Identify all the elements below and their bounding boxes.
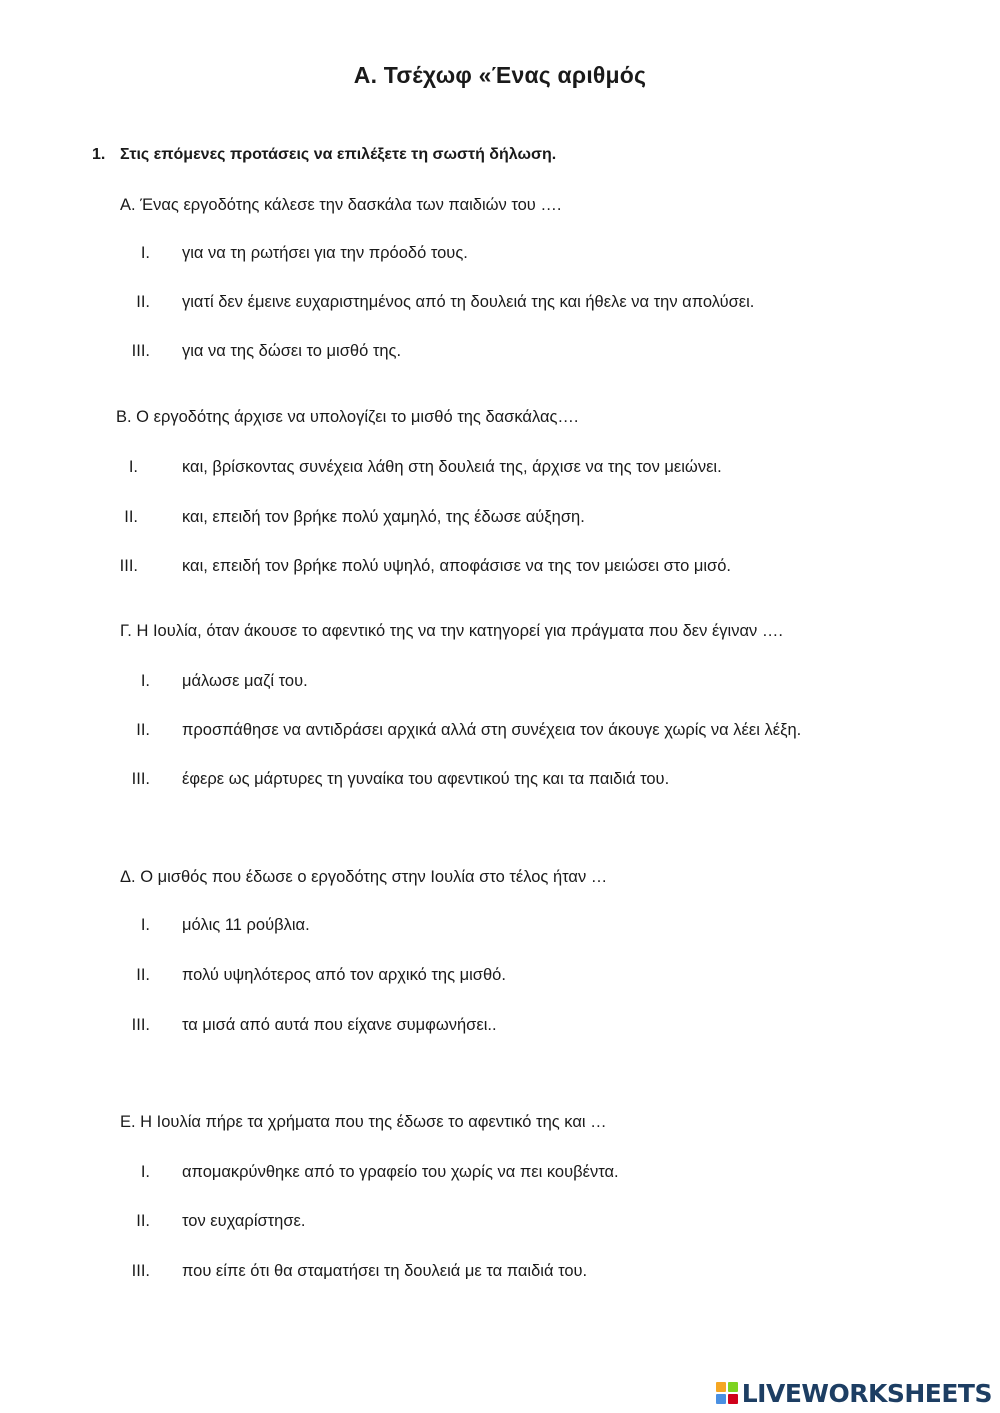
option-roman: I. (128, 458, 138, 476)
logo-square-2 (728, 1382, 738, 1392)
option-text: για να τη ρωτήσει για την πρόοδό τους. (182, 244, 468, 262)
option-roman: III. (119, 557, 138, 575)
question-heading (92, 146, 556, 164)
option-text: γιατί δεν έμεινε ευχαριστημένος από τη δουλειά της και ήθελε να την απολύσει. (182, 293, 755, 311)
option-text: προσπάθησε να αντιδράσει αρχικά αλλά στη συνέχεια τον άκουγε χωρίς να λέει λέξη. (182, 721, 802, 739)
option-text: και, βρίσκοντας συνέχεια λάθη στη δουλειά της, άρχισε να της τον μειώνει. (182, 458, 722, 476)
logo-square-3 (716, 1394, 726, 1404)
option-text: για να της δώσει το μισθό της. (182, 342, 402, 360)
option-text: και, επειδή τον βρήκε πολύ χαμηλό, της έδωσε αύξηση. (182, 508, 585, 526)
option-roman: II. (136, 293, 150, 311)
option-roman: III. (131, 1016, 150, 1034)
option-roman: II. (136, 966, 150, 984)
option-roman: I. (140, 672, 150, 690)
option-text: έφερε ως μάρτυρες τη γυναίκα του αφεντικού της και τα παιδιά του. (182, 770, 670, 788)
option-roman: II. (124, 508, 138, 526)
option-roman: I. (140, 244, 150, 262)
item-b-stem: Β. Ο εργοδότης άρχισε να υπολογίζει το μισθό της δασκάλας…. (116, 408, 579, 426)
option-text: απομακρύνθηκε από το γραφείο του χωρίς να πει κουβέντα. (182, 1163, 619, 1181)
option-text: και, επειδή τον βρήκε πολύ υψηλό, αποφάσισε να της τον μειώσει στο μισό. (182, 557, 731, 575)
option-text: μόλις 11 ρούβλια. (182, 916, 310, 934)
question-number: 1. (92, 146, 106, 163)
liveworksheets-logo[interactable] (716, 1378, 992, 1408)
item-c-stem: Γ. Η Ιουλία, όταν άκουσε το αφεντικό της να την κατηγορεί για πράγματα που δεν έγιναν …. (120, 622, 783, 640)
page-title: Α. Τσέχωφ «Ένας αριθμός (353, 62, 647, 88)
item-d-stem: Δ. Ο μισθός που έδωσε ο εργοδότης στην Ιουλία στο τέλος ήταν … (120, 868, 608, 886)
option-roman: I. (140, 1163, 150, 1181)
option-text: τον ευχαρίστησε. (182, 1212, 306, 1230)
option-roman: III. (131, 770, 150, 788)
option-text: μάλωσε μαζί του. (182, 672, 308, 690)
option-text: που είπε ότι θα σταματήσει τη δουλειά με τα παιδιά του. (182, 1262, 588, 1280)
logo-square-1 (716, 1382, 726, 1392)
item-e-stem: Ε. Η Ιουλία πήρε τα χρήματα που της έδωσε το αφεντικό της και … (120, 1113, 607, 1131)
option-roman: II. (136, 721, 150, 739)
question-text: Στις επόμενες προτάσεις να επιλέξετε τη σωστή δήλωση. (120, 146, 557, 163)
option-roman: III. (131, 342, 150, 360)
option-roman: II. (136, 1212, 150, 1230)
logo-square-4 (728, 1394, 738, 1404)
logo-text: LIVEWORKSHEETS (741, 1378, 992, 1408)
option-text: πολύ υψηλότερος από τον αρχικό της μισθό. (182, 966, 506, 984)
option-roman: III. (131, 1262, 150, 1280)
liveworksheets-logo-icon (716, 1382, 738, 1404)
item-a-stem: Α. Ένας εργοδότης κάλεσε την δασκάλα των παιδιών του …. (120, 196, 562, 214)
option-roman: I. (140, 916, 150, 934)
option-text: τα μισά από αυτά που είχανε συμφωνήσει.. (182, 1016, 497, 1034)
